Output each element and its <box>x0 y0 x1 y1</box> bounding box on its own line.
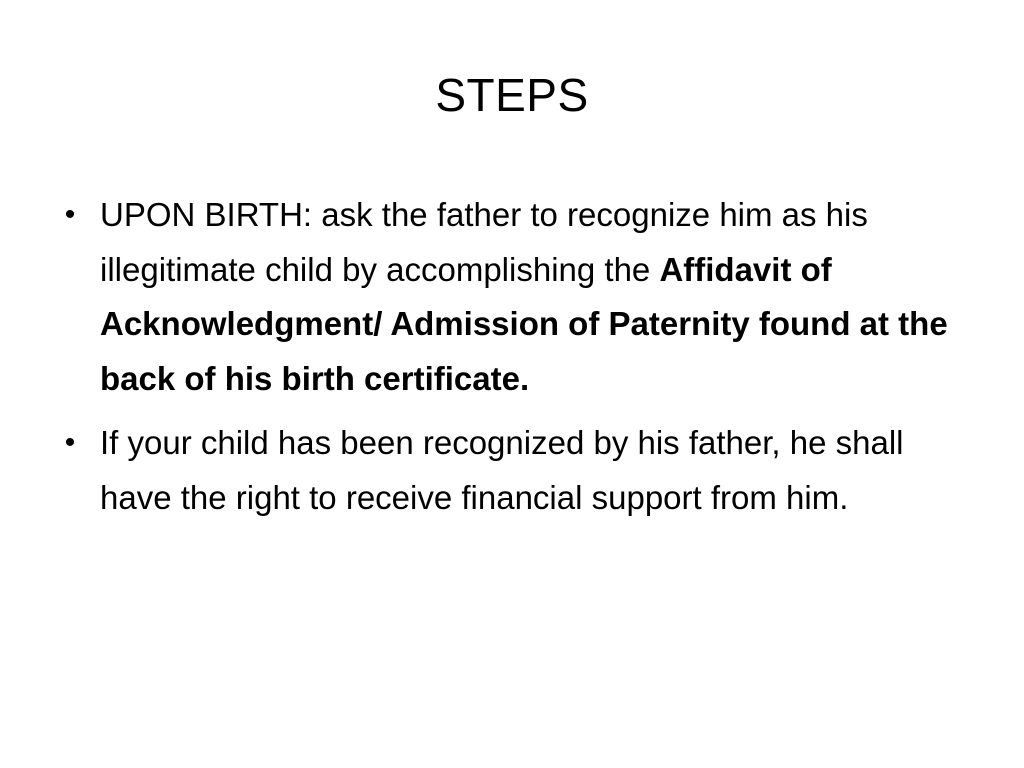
bullet-item-financial-support <box>60 416 970 525</box>
bullet-icon: • <box>64 426 76 459</box>
bullet-text: If your child has been recognized by his father, he shall have the right to receive financial support from him. <box>100 424 904 516</box>
bullet-icon: • <box>64 198 76 231</box>
slide-title: STEPS <box>435 69 589 121</box>
bullet-item-upon-birth <box>60 188 970 406</box>
bullet-text: UPON BIRTH: ask the father to recognize him as his illegitimate child by accomplishing the <box>100 196 868 288</box>
bullet-list <box>60 188 970 535</box>
bullet-bold-text: Affidavit of Acknowledgment/ Admission of Paternity found at the back of his birth certificate. <box>100 250 948 397</box>
